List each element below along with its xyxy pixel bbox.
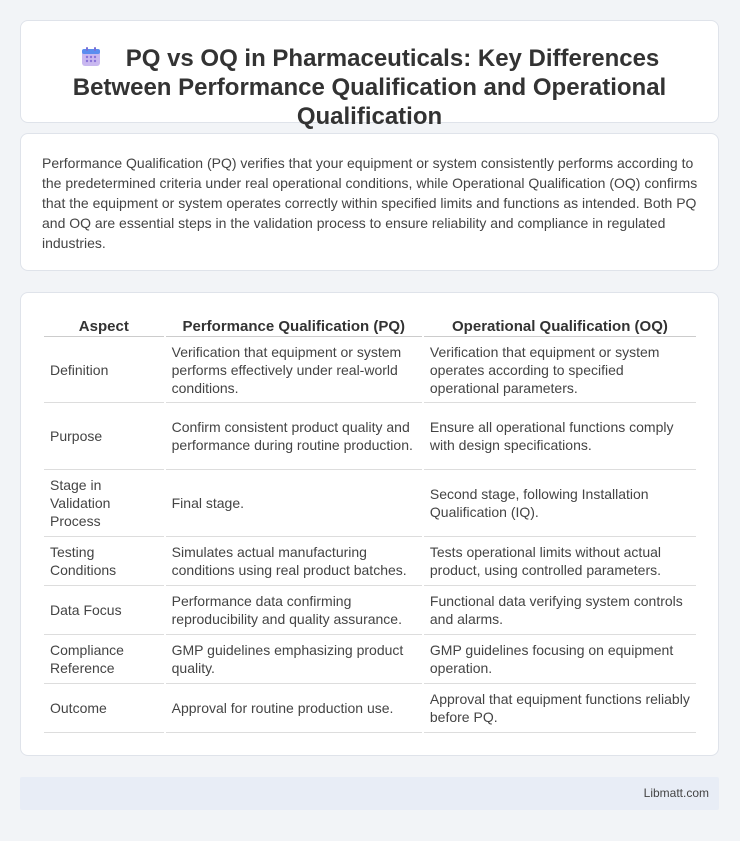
oq-cell: GMP guidelines focusing on equipment operation. bbox=[424, 635, 696, 684]
page-title bbox=[51, 44, 688, 131]
oq-cell: Tests operational limits without actual product, using controlled parameters. bbox=[424, 537, 696, 586]
oq-cell: Functional data verifying system controls and alarms. bbox=[424, 586, 696, 635]
table-row bbox=[44, 537, 696, 586]
table-header-row bbox=[44, 314, 696, 337]
page-title-text: PQ vs OQ in Pharmaceuticals: Key Differences Between Performance Qualification and Operational Qualification bbox=[72, 45, 667, 130]
pq-cell: Confirm consistent product quality and performance during routine production. bbox=[166, 403, 422, 470]
pq-cell: Verification that equipment or system performs effectively under real-world conditions. bbox=[166, 337, 422, 403]
table-row bbox=[44, 470, 696, 537]
table-row bbox=[44, 684, 696, 733]
header-oq: Operational Qualification (OQ) bbox=[424, 314, 696, 337]
pq-cell: GMP guidelines emphasizing product quality. bbox=[166, 635, 422, 684]
header-aspect: Aspect bbox=[44, 314, 164, 337]
pq-cell: Performance data confirming reproducibility and quality assurance. bbox=[166, 586, 422, 635]
aspect-cell: Data Focus bbox=[44, 586, 164, 635]
title-card bbox=[20, 20, 719, 130]
pq-cell: Approval for routine production use. bbox=[166, 684, 422, 733]
aspect-cell: Definition bbox=[44, 337, 164, 403]
pq-cell: Final stage. bbox=[166, 470, 422, 537]
aspect-cell: Testing Conditions bbox=[44, 537, 164, 586]
intro-paragraph: Performance Qualification (PQ) verifies that your equipment or system consistently performs according to the predetermined criteria under real operational conditions, while Operational Qualification (OQ) confirms that the equipment or system operates correctly within specified limits and functions as intended. Both PQ and OQ are essential steps in the validation process to ensure reliability and compliance in regulated industries. bbox=[42, 155, 698, 251]
comparison-card bbox=[20, 292, 719, 756]
oq-cell: Second stage, following Installation Qualification (IQ). bbox=[424, 470, 696, 537]
footer-bar bbox=[20, 777, 719, 810]
header-pq: Performance Qualification (PQ) bbox=[166, 314, 422, 337]
aspect-cell: Purpose bbox=[44, 403, 164, 470]
calendar-icon bbox=[80, 46, 102, 68]
aspect-cell: Stage in Validation Process bbox=[44, 470, 164, 537]
oq-cell: Verification that equipment or system operates according to specified operational parameters. bbox=[424, 337, 696, 403]
table-row bbox=[44, 403, 696, 470]
footer-site-link[interactable]: Libmatt.com bbox=[643, 786, 709, 800]
comparison-table bbox=[42, 314, 698, 733]
aspect-cell: Outcome bbox=[44, 684, 164, 733]
table-row bbox=[44, 586, 696, 635]
aspect-cell: Compliance Reference bbox=[44, 635, 164, 684]
intro-card bbox=[20, 133, 719, 271]
oq-cell: Ensure all operational functions comply with design specifications. bbox=[424, 403, 696, 470]
table-row bbox=[44, 635, 696, 684]
oq-cell: Approval that equipment functions reliably before PQ. bbox=[424, 684, 696, 733]
table-row bbox=[44, 337, 696, 403]
pq-cell: Simulates actual manufacturing conditions using real product batches. bbox=[166, 537, 422, 586]
